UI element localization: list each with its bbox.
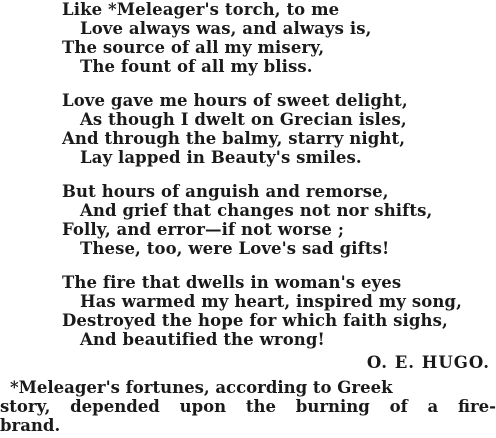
poem-line: And grief that changes not nor shifts,: [80, 201, 433, 220]
author-signature: O. E. HUGO.: [366, 353, 490, 372]
poem-line: And beautified the wrong!: [80, 330, 325, 349]
poem-line: The source of all my misery,: [62, 38, 325, 57]
poem-line: Love always was, and always is,: [80, 19, 372, 38]
poem-line: The fount of all my bliss.: [80, 57, 313, 76]
poem-line: Folly, and error—if not worse ;: [62, 220, 345, 239]
poem: [62, 0, 492, 364]
stanza-4: [62, 273, 492, 349]
poem-line: The fire that dwells in woman's eyes: [62, 273, 402, 292]
poem-line: And through the balmy, starry night,: [62, 129, 406, 148]
stanza-2: [62, 91, 492, 167]
poem-line: Like *Meleager's torch, to me: [62, 0, 340, 19]
footnote-line: *Meleager's fortunes, according to Greek: [10, 378, 393, 397]
poem-line: Lay lapped in Beauty's smiles.: [80, 148, 362, 167]
poem-line: These, too, were Love's sad gifts!: [80, 239, 390, 258]
poem-line: But hours of anguish and remorse,: [62, 182, 389, 201]
poem-line: Destroyed the hope for which faith sighs,: [62, 311, 448, 330]
poem-line: Love gave me hours of sweet delight,: [62, 91, 408, 110]
stanza-3: [62, 182, 492, 258]
footnote: [0, 378, 496, 435]
footnote-line: brand.: [0, 416, 61, 435]
poem-line: As though I dwelt on Grecian isles,: [80, 110, 407, 129]
poem-line: Has warmed my heart, inspired my song,: [80, 292, 462, 311]
footnote-line: story, depended upon the burning of a fire-: [0, 397, 496, 416]
stanza-1: [62, 0, 492, 76]
